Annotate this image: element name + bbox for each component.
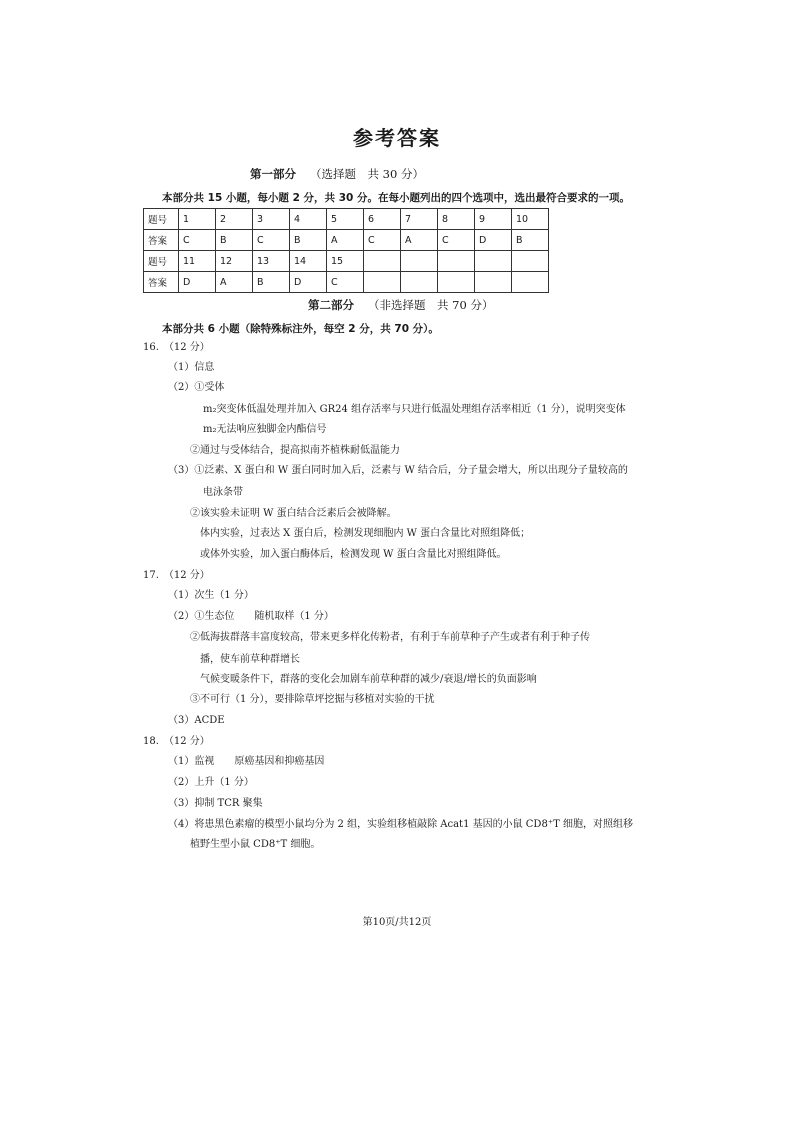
page-title: 参考答案: [353, 126, 441, 150]
answer-line: m₂突变体低温处理并加入 GR24 组存活率与只进行低温处理组存活率相近（1 分），说明突变体: [203, 404, 626, 415]
answer-line: 植野生型小鼠 CD8⁺T 细胞。: [190, 839, 321, 850]
answer-table-cell: B: [290, 230, 327, 251]
answer-line: ②通过与受体结合，提高拟南芥植株耐低温能力: [190, 445, 400, 456]
question-16-heading: 16. （12 分）: [143, 342, 210, 353]
answer-line: （1）监视 原癌基因和抑癌基因: [168, 756, 325, 767]
answer-line: 播，使车前草种群增长: [200, 654, 300, 665]
answer-table-row-header: 题号: [144, 251, 179, 272]
answer-line: （3）抑制 TCR 聚集: [168, 798, 263, 809]
answer-line: （1）信息: [168, 362, 215, 373]
answer-line: ②低海拔群落丰富度较高，带来更多样化传粉者，有利于车前草种子产生或者有利于种子传: [190, 632, 590, 643]
answer-table-cell: C: [327, 272, 364, 293]
answer-table-cell: A: [327, 230, 364, 251]
answer-table-cell: A: [401, 230, 438, 251]
answer-table-cell: 5: [327, 209, 364, 230]
part2-subtitle: （非选择题 共 70 分）: [368, 298, 494, 312]
answer-table-row: [144, 251, 549, 272]
answer-table-cell: A: [216, 272, 253, 293]
part2-heading: [308, 297, 493, 313]
answer-line: （2）①受体: [168, 382, 225, 393]
part2-instructions: 本部分共 6 小题（除特殊标注外，每空 2 分，共 70 分）。: [162, 323, 439, 335]
answer-table-row: [144, 272, 549, 293]
answer-table-cell: 6: [364, 209, 401, 230]
answer-table-cell: 9: [475, 209, 512, 230]
answer-line: （3）①泛素、X 蛋白和 W 蛋白同时加入后，泛素与 W 结合后，分子量会增大，所以出现分子量较高的: [168, 465, 628, 476]
page-number: 第10页/共12页: [362, 917, 432, 928]
answer-table-cell: [512, 272, 549, 293]
answer-line: （3）ACDE: [168, 715, 225, 726]
answer-table-cell: C: [438, 230, 475, 251]
answer-table-cell: [364, 272, 401, 293]
part1-heading: [250, 166, 424, 182]
answer-table-cell: B: [512, 230, 549, 251]
answer-table-cell: 14: [290, 251, 327, 272]
answer-table-cell: 10: [512, 209, 549, 230]
answer-table-cell: D: [179, 272, 216, 293]
answer-table-cell: [438, 272, 475, 293]
answer-table-cell: 2: [216, 209, 253, 230]
answer-table-row: [144, 209, 549, 230]
answer-table-cell: [475, 251, 512, 272]
answer-table-cell: 8: [438, 209, 475, 230]
answer-table-cell: 15: [327, 251, 364, 272]
answer-line: ②该实验未证明 W 蛋白结合泛素后会被降解。: [190, 508, 397, 519]
answer-table-row-header: 答案: [144, 230, 179, 251]
answer-table-cell: [401, 251, 438, 272]
question-18-heading: 18. （12 分）: [143, 736, 210, 747]
answer-table-row-header: 答案: [144, 272, 179, 293]
question-17-heading: 17. （12 分）: [143, 570, 210, 581]
answer-table-cell: [364, 251, 401, 272]
answer-table-cell: C: [253, 230, 290, 251]
answer-table-cell: C: [364, 230, 401, 251]
part1-title: 第一部分: [250, 167, 296, 181]
answer-table: [143, 208, 549, 293]
answer-line: ③不可行（1 分），要排除草坪挖掘与移植对实验的干扰: [190, 694, 435, 705]
answer-line: （2）①生态位 随机取样（1 分）: [168, 611, 334, 622]
part2-title: 第二部分: [308, 298, 354, 312]
answer-table-cell: [438, 251, 475, 272]
answer-table-cell: 12: [216, 251, 253, 272]
answer-line: （4）将患黑色素瘤的模型小鼠均分为 2 组，实验组移植敲除 Acat1 基因的小鼠 CD8⁺T 细胞，对照组移: [168, 819, 633, 830]
answer-table-cell: D: [475, 230, 512, 251]
answer-table-cell: [475, 272, 512, 293]
answer-table-cell: 3: [253, 209, 290, 230]
answer-table-cell: C: [179, 230, 216, 251]
answer-table-cell: [512, 251, 549, 272]
answer-table-cell: 11: [179, 251, 216, 272]
answer-table-cell: B: [216, 230, 253, 251]
answer-line: 或体外实验，加入蛋白酶体后，检测发现 W 蛋白含量比对照组降低。: [200, 549, 507, 560]
answer-table-cell: B: [253, 272, 290, 293]
answer-table-row: [144, 230, 549, 251]
answer-line: 电泳条带: [203, 487, 243, 498]
answer-table-cell: 7: [401, 209, 438, 230]
answer-line: 体内实验，过表达 X 蛋白后，检测发现细胞内 W 蛋白含量比对照组降低；: [200, 528, 531, 539]
answer-line: （1）次生（1 分）: [168, 590, 254, 601]
part1-instructions: 本部分共 15 小题，每小题 2 分，共 30 分。在每小题列出的四个选项中，选出最符合要求的一项。: [162, 192, 630, 204]
answer-table-cell: D: [290, 272, 327, 293]
answer-line: （2）上升（1 分）: [168, 777, 254, 788]
answer-table-cell: [401, 272, 438, 293]
answer-table-cell: 13: [253, 251, 290, 272]
answer-table-row-header: 题号: [144, 209, 179, 230]
part1-subtitle: （选择题 共 30 分）: [310, 167, 424, 181]
answer-line: 气候变暖条件下，群落的变化会加剧车前草种群的减少/衰退/增长的负面影响: [200, 674, 537, 685]
answer-line: m₂无法响应独脚金内酯信号: [203, 424, 327, 435]
answer-table-cell: 4: [290, 209, 327, 230]
answer-table-cell: 1: [179, 209, 216, 230]
